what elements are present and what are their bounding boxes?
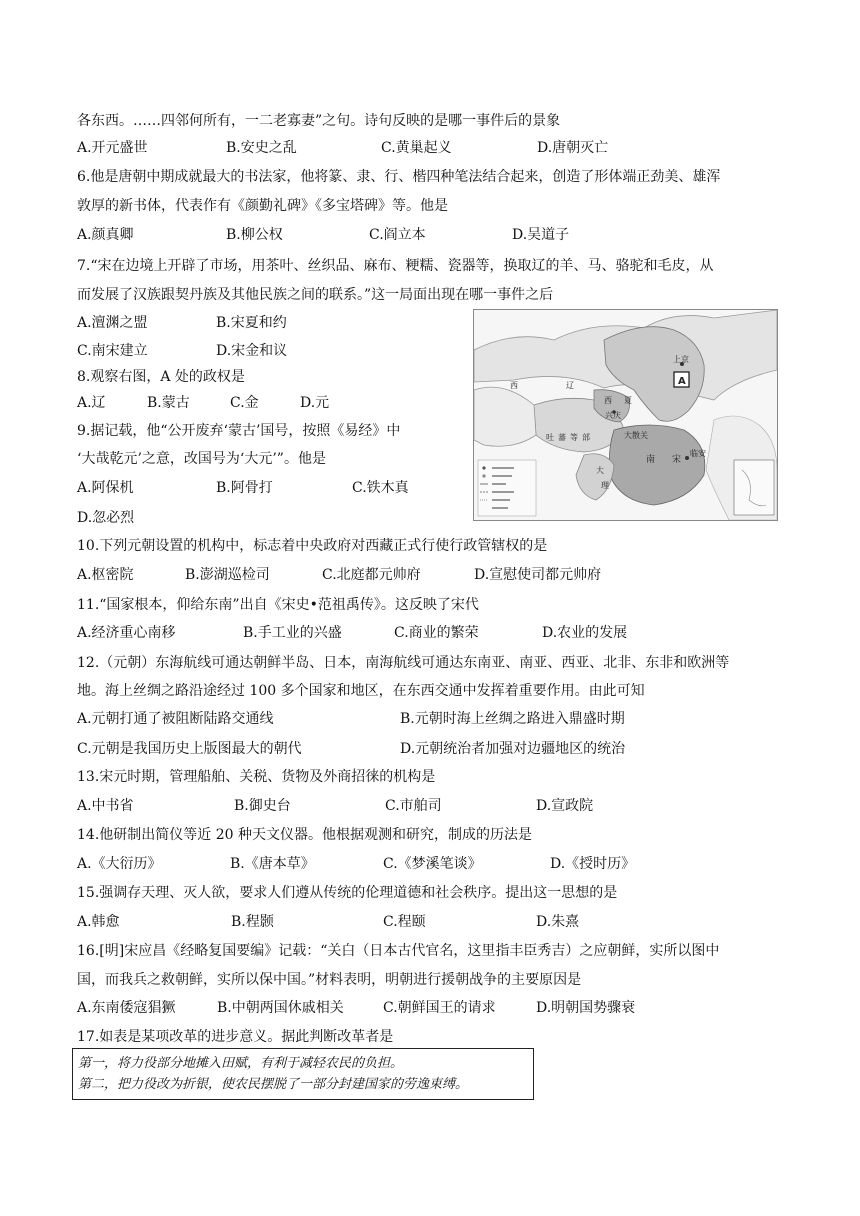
map-svg xyxy=(474,310,777,520)
map-label-tubo-3: 等 xyxy=(570,433,578,442)
map-label-dali-2: 理 xyxy=(601,481,609,490)
q16-option-b[interactable]: B.中朝两国休戚相关 xyxy=(217,1000,344,1016)
q14-option-a[interactable]: A.《大衍历》 xyxy=(77,856,162,872)
q6-option-a[interactable]: A.颜真卿 xyxy=(77,227,134,243)
q6-option-b[interactable]: B.柳公权 xyxy=(226,227,283,243)
q13-stem: 13.宋元时期，管理船舶、关税、货物及外商招徕的机构是 xyxy=(77,769,436,785)
map-label-xixia-1: 西 xyxy=(604,396,612,405)
q8-option-c[interactable]: C.金 xyxy=(230,395,259,411)
q8-option-d[interactable]: D.元 xyxy=(300,395,330,411)
q5-option-a[interactable]: A.开元盛世 xyxy=(77,140,148,156)
q14-option-b[interactable]: B.《唐本草》 xyxy=(230,856,315,872)
q12-stem-line1: 12.（元朝）东海航线可通达朝鲜半岛、日本，南海航线可通达东南亚、南亚、西亚、北非、东非和欧洲等 xyxy=(77,655,730,671)
q5-stem-tail: 各东西。……四邻何所有，一二老寡妻”之句。诗句反映的是哪一事件后的景象 xyxy=(77,113,561,129)
q10-option-d[interactable]: D.宣慰使司都元帅府 xyxy=(474,567,602,583)
q7-option-b[interactable]: B.宋夏和约 xyxy=(216,315,287,331)
map-label-dasanguan: 大散关 xyxy=(624,431,648,440)
q13-option-b[interactable]: B.御史台 xyxy=(234,798,291,814)
q8-option-b[interactable]: B.蒙古 xyxy=(147,395,190,411)
q9-option-d[interactable]: D.忽必烈 xyxy=(77,510,135,526)
q13-option-d[interactable]: D.宣政院 xyxy=(536,798,594,814)
map-label-xingqing: 兴庆 xyxy=(605,411,621,420)
q15-stem: 15.强调存天理、灭人欲，要求人们遵从传统的伦理道德和社会秩序。提出这一思想的是 xyxy=(77,885,618,901)
q7-stem-line1: 7.“宋在边境上开辟了市场，用茶叶、丝织品、麻布、粳糯、瓷器等，换取辽的羊、马、骆驼和毛皮，从 xyxy=(77,258,714,274)
q15-option-a[interactable]: A.韩愈 xyxy=(77,914,120,930)
q15-option-d[interactable]: D.朱熹 xyxy=(536,914,580,930)
q7-stem-line2: 而发展了汉族跟契丹族及其他民族之间的联系。”这一局面出现在哪一事件之后 xyxy=(77,287,554,303)
q7-option-d[interactable]: D.宋金和议 xyxy=(216,343,288,359)
q10-option-b[interactable]: B.澎湖巡检司 xyxy=(185,567,270,583)
q11-option-c[interactable]: C.商业的繁荣 xyxy=(394,625,479,641)
q13-option-a[interactable]: A.中书省 xyxy=(77,798,134,814)
q9-stem-line2: ‘大哉乾元’之意，改国号为‘大元’”。他是 xyxy=(77,451,326,467)
map-label-dali-1: 大 xyxy=(596,466,604,475)
q6-option-d[interactable]: D.吴道子 xyxy=(512,227,570,243)
q16-option-d[interactable]: D.明朝国势骤衰 xyxy=(536,1000,636,1016)
q15-option-b[interactable]: B.程颢 xyxy=(231,914,274,930)
map-label-linan: 临安 xyxy=(690,449,706,458)
q9-option-b[interactable]: B.阿骨打 xyxy=(216,480,273,496)
q6-stem-line2: 敦厚的新书体，代表作有《颜勤礼碑》《多宝塔碑》等。他是 xyxy=(77,198,448,214)
song-liao-map-figure xyxy=(473,309,778,521)
q11-stem: 11.“国家根本，仰给东南”出自《宋史•范祖禹传》。这反映了宋代 xyxy=(77,597,479,613)
q5-option-d[interactable]: D.唐朝灭亡 xyxy=(537,140,609,156)
q12-option-d[interactable]: D.元朝统治者加强对边疆地区的统治 xyxy=(400,741,626,757)
map-label-shangjing: 上京 xyxy=(673,355,689,364)
q16-option-a[interactable]: A.东南倭寇猖獗 xyxy=(77,1000,176,1016)
map-label-a: A xyxy=(678,376,686,387)
map-label-xixia-2: 夏 xyxy=(624,396,632,405)
q17-table-row-1: 第一，将力役部分地摊入田赋，有利于减轻农民的负担。 xyxy=(78,1056,404,1071)
q14-stem: 14.他研制出简仪等近 20 种天文仪器。他根据观测和研究，制成的历法是 xyxy=(77,827,532,843)
q11-option-a[interactable]: A.经济重心南移 xyxy=(77,625,176,641)
q14-option-c[interactable]: C.《梦溪笔谈》 xyxy=(383,856,482,872)
map-label-liao: 辽 xyxy=(566,381,574,390)
q6-stem-line1: 6.他是唐朝中期成就最大的书法家，他将篆、隶、行、楷四种笔法结合起来，创造了形体端正劲美、雄浑 xyxy=(77,169,721,185)
q9-stem-line1: 9.据记载，他“公开废弃‘蒙古’国号，按照《易经》中 xyxy=(77,423,401,439)
q10-stem: 10.下列元朝设置的机构中，标志着中央政府对西藏正式行使行政管辖权的是 xyxy=(77,538,548,554)
q16-stem-line2: 国，而我兵之救朝鲜，实所以保中国。”材料表明，明朝进行援朝战争的主要原因是 xyxy=(77,972,582,988)
q6-option-c[interactable]: C.阎立本 xyxy=(369,227,426,243)
q11-option-d[interactable]: D.农业的发展 xyxy=(542,625,628,641)
map-label-tubo-4: 部 xyxy=(582,433,590,442)
q11-option-b[interactable]: B.手工业的兴盛 xyxy=(243,625,342,641)
map-label-tubo-1: 吐 xyxy=(546,433,554,442)
q12-option-b[interactable]: B.元朝时海上丝绸之路进入鼎盛时期 xyxy=(400,711,625,727)
q5-option-c[interactable]: C.黄巢起义 xyxy=(381,140,452,156)
q17-reform-table xyxy=(72,1048,534,1100)
q9-option-a[interactable]: A.阿保机 xyxy=(77,480,134,496)
q8-option-a[interactable]: A.辽 xyxy=(77,395,106,411)
q15-option-c[interactable]: C.程颐 xyxy=(383,914,426,930)
q9-option-c[interactable]: C.铁木真 xyxy=(352,480,409,496)
q5-option-b[interactable]: B.安史之乱 xyxy=(226,140,297,156)
q17-table-row-2: 第二，把力役改为折银，使农民摆脱了一部分封建国家的劳逸束缚。 xyxy=(78,1077,469,1092)
q12-option-c[interactable]: C.元朝是我国历史上版图最大的朝代 xyxy=(77,741,302,757)
q8-stem: 8.观察右图，A 处的政权是 xyxy=(77,369,245,385)
q17-stem: 17.如表是某项改革的进步意义。据此判断改革者是 xyxy=(77,1029,394,1045)
q7-option-c[interactable]: C.南宋建立 xyxy=(77,343,148,359)
q10-option-a[interactable]: A.枢密院 xyxy=(77,567,134,583)
q12-option-a[interactable]: A.元朝打通了被阻断陆路交通线 xyxy=(77,711,274,727)
map-label-tubo-2: 蕃 xyxy=(558,433,566,442)
q16-option-c[interactable]: C.朝鲜国王的请求 xyxy=(383,1000,496,1016)
map-label-nansong-2: 宋 xyxy=(672,455,682,465)
map-label-nansong-1: 南 xyxy=(646,455,656,465)
q10-option-c[interactable]: C.北庭都元帅府 xyxy=(322,567,421,583)
map-label-xi: 西 xyxy=(510,381,518,390)
q13-option-c[interactable]: C.市舶司 xyxy=(385,798,442,814)
q16-stem-line1: 16.[明]宋应昌《经略复国要编》记载：“关白（日本古代官名，这里指丰臣秀吉）之应朝鲜，实所以图中 xyxy=(77,943,720,959)
q7-option-a[interactable]: A.澶渊之盟 xyxy=(77,315,148,331)
q12-stem-line2: 地。海上丝绸之路沿途经过 100 多个国家和地区，在东西交通中发挥着重要作用。由此可知 xyxy=(77,683,645,699)
q14-option-d[interactable]: D.《授时历》 xyxy=(550,856,636,872)
